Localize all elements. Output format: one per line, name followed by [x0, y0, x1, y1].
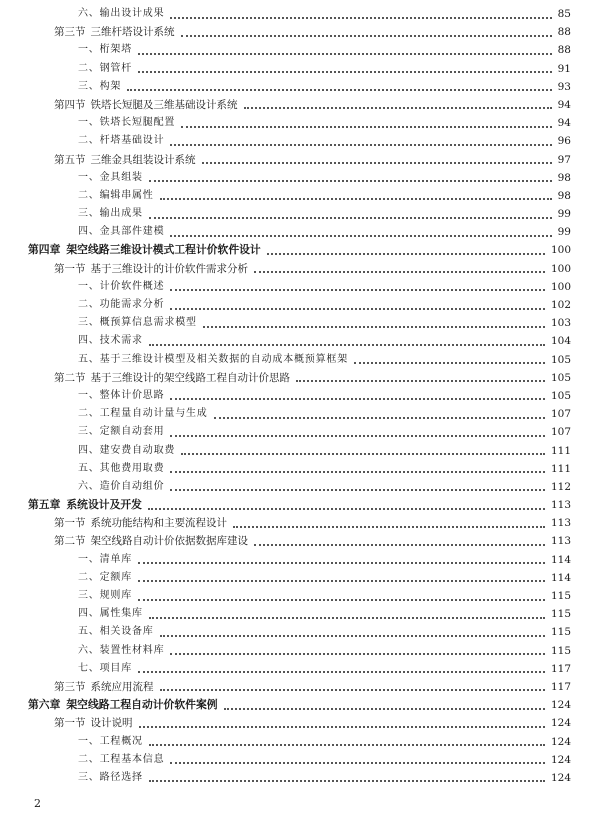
toc-entry-page: 107 [550, 408, 571, 421]
toc-entry-title: 相关设备库 [99, 626, 154, 638]
toc-entry-page: 105 [550, 389, 571, 402]
dot-leader [170, 17, 552, 19]
section-entry[interactable] [0, 260, 613, 278]
toc-entry-title: 功能需求分析 [99, 299, 165, 310]
toc-entry-label [78, 460, 164, 478]
toc-entry-label [78, 387, 164, 405]
toc-entry-page: 100 [550, 262, 571, 275]
dot-leader [170, 489, 545, 491]
toc-entry-label [54, 260, 248, 278]
dot-leader [244, 107, 552, 109]
toc-entry-page: 102 [550, 299, 571, 311]
toc-entry-page: 98 [557, 189, 571, 202]
toc-entry-title: 路径选择 [99, 771, 143, 783]
item-entry[interactable] [0, 569, 613, 587]
toc-entry-page: 124 [550, 753, 571, 766]
item-entry[interactable] [0, 41, 613, 59]
toc-entry-number: 四、 [78, 226, 100, 238]
item-entry[interactable] [0, 642, 613, 660]
toc-entry-title: 工程基本信息 [99, 753, 165, 765]
toc-entry-page: 107 [550, 426, 571, 439]
item-entry[interactable] [0, 223, 613, 241]
toc-entry-number: 一、 [78, 171, 100, 183]
item-entry[interactable] [0, 423, 613, 441]
toc-entry-number: 第三节 [54, 26, 86, 39]
toc-entry-number: 第一节 [54, 262, 86, 275]
toc-entry-title: 整体计价思路 [99, 389, 165, 401]
section-entry[interactable] [0, 532, 613, 550]
toc-entry-number: 三、 [78, 426, 100, 438]
toc-entry-number: 第六章 [28, 698, 61, 712]
dot-leader [181, 126, 552, 128]
dot-leader [254, 271, 545, 273]
dot-leader [149, 780, 545, 782]
toc-entry-label [54, 96, 238, 114]
toc-entry-number: 六、 [78, 480, 100, 492]
section-entry[interactable] [0, 23, 613, 41]
toc-entry-page: 100 [550, 280, 571, 293]
toc-entry-page: 117 [550, 680, 571, 693]
toc-entry-label [78, 60, 132, 78]
toc-entry-number: 一、 [78, 117, 100, 129]
toc-entry-number: 七、 [78, 662, 100, 674]
toc-entry-number: 第五章 [28, 498, 61, 512]
item-entry[interactable] [0, 751, 613, 769]
toc-entry-label [78, 660, 132, 678]
dot-leader [170, 435, 545, 437]
toc-entry-title: 属性集库 [99, 608, 143, 620]
toc-entry-number: 一、 [78, 553, 100, 565]
item-entry[interactable] [0, 551, 613, 569]
toc-entry-page: 96 [557, 135, 571, 148]
toc-entry-label [78, 314, 197, 332]
dot-leader [181, 453, 545, 455]
dot-leader [139, 726, 545, 728]
toc-entry-page: 112 [550, 480, 571, 493]
dot-leader [170, 289, 545, 291]
toc-entry-label [78, 642, 164, 660]
toc-entry-label [78, 278, 164, 296]
toc-entry-label [78, 623, 154, 641]
dot-leader [149, 217, 552, 219]
dot-leader [149, 344, 545, 346]
toc-entry-label [54, 714, 133, 732]
toc-entry-number: 一、 [78, 280, 100, 292]
toc-entry-page: 94 [557, 98, 571, 111]
toc-entry-number: 六、 [78, 8, 100, 19]
toc-entry-number: 第一节 [54, 717, 86, 730]
toc-entry-number: 三、 [78, 208, 100, 220]
toc-entry-number: 二、 [78, 189, 100, 201]
item-entry[interactable] [0, 314, 613, 332]
table-of-contents [0, 5, 613, 787]
toc-entry-label [78, 442, 175, 460]
toc-entry-page: 94 [557, 117, 571, 130]
dot-leader [160, 198, 552, 200]
dot-leader [149, 744, 545, 746]
dot-leader [170, 398, 545, 400]
dot-leader [149, 180, 552, 182]
toc-entry-page: 88 [557, 26, 571, 39]
toc-entry-title: 规则库 [99, 590, 133, 601]
toc-entry-number: 一、 [78, 44, 100, 56]
dot-leader [170, 471, 545, 473]
toc-entry-label [28, 241, 261, 259]
toc-entry-page: 124 [550, 771, 571, 784]
toc-entry-page: 93 [557, 80, 571, 93]
section-entry[interactable] [0, 369, 613, 387]
item-entry[interactable] [0, 387, 613, 405]
toc-entry-label [78, 205, 143, 223]
toc-entry-title: 输出成果 [99, 208, 143, 220]
toc-entry-number: 第二节 [54, 535, 86, 548]
toc-entry-number: 五、 [78, 353, 100, 365]
toc-entry-label [78, 587, 132, 605]
toc-entry-label [78, 114, 175, 132]
toc-entry-label [78, 405, 208, 423]
item-entry[interactable] [0, 733, 613, 751]
item-entry[interactable] [0, 460, 613, 478]
item-entry[interactable] [0, 60, 613, 78]
toc-entry-label [78, 769, 143, 787]
chapter-entry[interactable] [0, 496, 613, 514]
dot-leader [170, 762, 545, 764]
toc-entry-label [78, 169, 143, 187]
toc-entry-number: 三、 [78, 317, 100, 329]
toc-entry-label [54, 514, 227, 532]
toc-entry-label [78, 223, 164, 241]
toc-entry-number: 第一节 [54, 517, 86, 530]
toc-entry-label [78, 296, 164, 314]
toc-entry-page: 103 [550, 317, 571, 330]
item-entry[interactable] [0, 605, 613, 623]
toc-entry-label [78, 423, 164, 441]
dot-leader [254, 544, 545, 546]
toc-entry-number: 一、 [78, 735, 100, 747]
toc-entry-number: 五、 [78, 462, 100, 474]
dot-leader [127, 89, 552, 91]
dot-leader [160, 689, 545, 691]
toc-entry-page: 88 [557, 44, 571, 57]
toc-entry-title: 其他费用取费 [99, 462, 165, 474]
dot-leader [138, 562, 545, 564]
chapter-entry[interactable] [0, 241, 613, 259]
toc-entry-label [78, 351, 348, 369]
item-entry[interactable] [0, 405, 613, 423]
toc-entry-page: 111 [550, 444, 571, 457]
toc-entry-number: 一、 [78, 389, 100, 401]
toc-entry-page: 99 [557, 208, 571, 221]
toc-entry-number: 五、 [78, 626, 100, 638]
toc-entry-label [78, 569, 132, 587]
item-entry[interactable] [0, 296, 613, 314]
toc-entry-page: 115 [550, 626, 571, 639]
dot-leader [203, 326, 545, 328]
toc-entry-page: 111 [550, 462, 571, 475]
toc-entry-title: 技术需求 [99, 335, 143, 347]
toc-entry-number: 第四章 [28, 243, 61, 257]
toc-entry-label [78, 332, 143, 350]
toc-entry-title: 计价软件概述 [99, 280, 165, 292]
toc-entry-number: 二、 [78, 571, 100, 583]
chapter-entry[interactable] [0, 696, 613, 714]
dot-leader [160, 635, 545, 637]
toc-entry-number: 二、 [78, 408, 100, 420]
toc-entry-page: 97 [557, 153, 571, 166]
dot-leader [138, 671, 545, 673]
toc-entry-title: 架空线路工程自动计价软件案例 [66, 698, 218, 712]
toc-entry-page: 105 [550, 353, 571, 366]
toc-entry-title: 三维金具组装设计系统 [90, 153, 196, 166]
toc-entry-label [78, 41, 132, 59]
dot-leader [138, 580, 545, 582]
toc-entry-number: 二、 [78, 135, 100, 147]
toc-entry-title: 基于三维设计模型及相关数据的自动成本概预算框架 [99, 353, 349, 365]
dot-leader [148, 508, 545, 510]
dot-leader [267, 253, 545, 255]
item-entry[interactable] [0, 187, 613, 205]
toc-entry-title: 架空线路三维设计模式工程计价软件设计 [66, 243, 261, 257]
dot-leader [149, 617, 545, 619]
toc-entry-page: 115 [550, 644, 571, 657]
toc-entry-page: 113 [550, 499, 571, 512]
section-entry[interactable] [0, 678, 613, 696]
toc-entry-title: 编辑串属性 [99, 189, 154, 201]
dot-leader [170, 144, 552, 146]
page-number: 2 [34, 797, 41, 810]
toc-entry-title: 基于三维设计的架空线路工程自动计价思路 [90, 371, 290, 384]
dot-leader [296, 380, 545, 382]
item-entry[interactable] [0, 78, 613, 96]
toc-entry-page: 114 [550, 553, 571, 566]
toc-entry-page: 124 [550, 735, 571, 748]
toc-entry-label [54, 532, 248, 550]
toc-entry-label [28, 496, 142, 514]
dot-leader [233, 526, 545, 528]
item-entry[interactable] [0, 442, 613, 460]
toc-entry-title: 金具组装 [99, 171, 143, 183]
toc-entry-page: 113 [550, 535, 571, 548]
toc-entry-title: 工程概况 [99, 735, 143, 747]
dot-leader [181, 35, 552, 37]
toc-entry-page: 104 [550, 335, 571, 348]
toc-entry-title: 系统设计及开发 [66, 498, 142, 512]
toc-entry-title: 基于三维设计的计价软件需求分析 [90, 262, 248, 275]
toc-entry-page: 91 [557, 62, 571, 75]
toc-entry-title: 钢管杆 [99, 62, 133, 74]
toc-entry-page: 113 [550, 517, 571, 530]
toc-entry-page: 98 [557, 171, 571, 184]
toc-entry-label [28, 696, 218, 714]
item-entry[interactable] [0, 623, 613, 641]
toc-entry-title: 铁塔长短腿及三维基础设计系统 [90, 98, 238, 111]
toc-entry-page: 85 [557, 8, 571, 20]
toc-entry-title: 输出设计成果 [99, 8, 165, 19]
toc-entry-title: 概预算信息需求模型 [99, 317, 197, 329]
toc-entry-label [54, 151, 196, 169]
toc-entry-title: 架空线路自动计价依据数据库建设 [90, 535, 248, 548]
dot-leader [224, 708, 545, 710]
toc-entry-page: 100 [550, 244, 571, 257]
toc-entry-number: 三、 [78, 590, 100, 601]
toc-entry-number: 四、 [78, 335, 100, 347]
toc-entry-title: 装置性材料库 [99, 644, 165, 656]
dot-leader [202, 162, 552, 164]
dot-leader [138, 599, 545, 601]
toc-entry-label [54, 678, 154, 696]
toc-entry-label [54, 23, 175, 41]
toc-entry-page: 115 [550, 608, 571, 621]
toc-entry-number: 三、 [78, 80, 100, 92]
toc-entry-title: 铁塔长短腿配置 [99, 117, 176, 129]
toc-entry-number: 第二节 [54, 371, 86, 384]
item-entry[interactable] [0, 351, 613, 369]
toc-entry-title: 杆塔基础设计 [99, 135, 165, 147]
toc-entry-label [78, 551, 132, 569]
item-entry[interactable] [0, 205, 613, 223]
toc-entry-title: 建安费自动取费 [99, 444, 176, 456]
item-entry[interactable] [0, 132, 613, 150]
toc-entry-title: 系统应用流程 [90, 680, 154, 693]
item-entry[interactable] [0, 332, 613, 350]
toc-entry-page: 115 [550, 590, 571, 602]
dot-leader [138, 71, 552, 73]
toc-entry-label [78, 187, 154, 205]
toc-entry-number: 二、 [78, 299, 100, 310]
toc-entry-number: 六、 [78, 644, 100, 656]
dot-leader [138, 53, 552, 55]
toc-entry-title: 定额自动套用 [99, 426, 165, 438]
toc-entry-number: 二、 [78, 753, 100, 765]
toc-entry-page: 124 [550, 717, 571, 730]
toc-entry-page: 105 [550, 371, 571, 384]
section-entry[interactable] [0, 151, 613, 169]
toc-entry-title: 金具部件建模 [99, 226, 165, 238]
toc-entry-label [78, 78, 121, 96]
dot-leader [170, 653, 545, 655]
toc-entry-page: 117 [550, 662, 571, 675]
item-entry[interactable] [0, 587, 613, 605]
section-entry[interactable] [0, 96, 613, 114]
toc-entry-title: 工程量自动计量与生成 [99, 408, 208, 420]
item-entry[interactable] [0, 5, 613, 23]
item-entry[interactable] [0, 114, 613, 132]
toc-entry-number: 第四节 [54, 98, 86, 111]
item-entry[interactable] [0, 478, 613, 496]
toc-entry-label [78, 733, 143, 751]
item-entry[interactable] [0, 769, 613, 787]
toc-entry-label [78, 132, 164, 150]
toc-entry-page: 124 [550, 699, 571, 712]
toc-entry-label [78, 751, 164, 769]
toc-entry-title: 三维杆塔设计系统 [90, 26, 175, 39]
toc-entry-number: 第三节 [54, 680, 86, 693]
dot-leader [170, 308, 545, 310]
toc-entry-title: 设计说明 [90, 717, 133, 730]
toc-entry-page: 114 [550, 571, 571, 584]
toc-entry-number: 四、 [78, 444, 100, 456]
toc-entry-label [78, 605, 143, 623]
toc-entry-title: 定额库 [99, 571, 133, 583]
toc-entry-label [78, 5, 164, 23]
toc-entry-title: 造价自动组价 [99, 480, 165, 492]
item-entry[interactable] [0, 278, 613, 296]
section-entry[interactable] [0, 714, 613, 732]
section-entry[interactable] [0, 514, 613, 532]
toc-entry-number: 三、 [78, 771, 100, 783]
toc-entry-page: 99 [557, 226, 571, 239]
toc-entry-label [54, 369, 290, 387]
toc-entry-title: 清单库 [99, 553, 133, 565]
item-entry[interactable] [0, 169, 613, 187]
toc-entry-label [78, 478, 164, 496]
toc-entry-number: 二、 [78, 62, 100, 74]
toc-entry-number: 四、 [78, 608, 100, 620]
dot-leader [354, 362, 545, 364]
dot-leader [170, 235, 552, 237]
item-entry[interactable] [0, 660, 613, 678]
toc-entry-number: 第五节 [54, 153, 86, 166]
toc-entry-title: 项目库 [99, 662, 133, 674]
toc-entry-title: 系统功能结构和主要流程设计 [90, 517, 227, 530]
toc-entry-title: 构架 [99, 80, 122, 92]
dot-leader [214, 417, 545, 419]
toc-entry-title: 桁架塔 [99, 44, 133, 56]
